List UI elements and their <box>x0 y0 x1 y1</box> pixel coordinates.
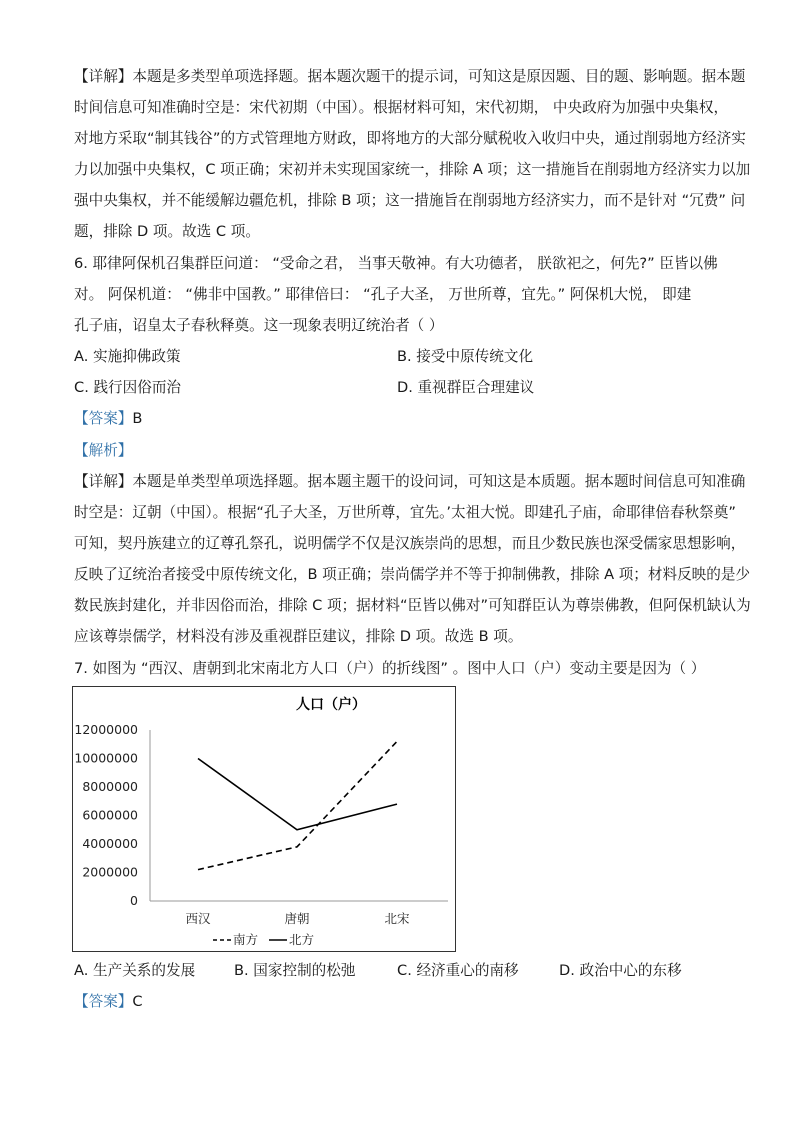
legend-label: 南方 <box>233 932 259 947</box>
y-tick-label: 6000000 <box>82 807 138 823</box>
q6-stem-line: 孔子庙，诏皇太子春秋释奠。这一现象表明辽统治者（ ） <box>74 317 444 334</box>
y-tick-label: 8000000 <box>82 779 138 794</box>
q6-analysis-line: 应该尊崇儒学，材料没有涉及重视群臣建议，排除 D 项。故选 B 项。 <box>74 628 523 645</box>
answer-tag: 【答案】 <box>74 410 133 427</box>
q6-stem-line: 对。 阿保机道： “佛非中国教。” 耶律倍曰： “孔子大圣， 万世所尊，宜先。” 阿保机大悦， 即建 <box>74 286 692 303</box>
q6-analysis-line: 时空是：辽朝（中国）。根据“孔子大圣，万世所尊，宜先。’太祖大悦。即建孔子庙，命耶律倍春秋祭奠” <box>74 504 736 521</box>
q6-analysis-line: 可知，契丹族建立的辽尊孔祭孔，说明儒学不仅是汉族崇尚的思想，而且少数民族也深受儒家思想影响， <box>74 535 746 552</box>
chart-svg <box>73 687 455 951</box>
series-line-north <box>198 759 397 830</box>
q7-stem: 7. 如图为 “西汉、唐朝到北宋南北方人口（户）的折线图” 。图中人口（户）变动主要是因为（ ） <box>74 660 706 677</box>
q6-analysis-line: 【详解】本题是单类型单项选择题。据本题主题干的设问词，可知这是本质题。据本题时间信息可知准确 <box>74 473 746 490</box>
population-chart <box>72 686 456 952</box>
y-tick-label: 10000000 <box>74 750 138 766</box>
q6-answer <box>74 408 142 430</box>
q7-option-b[interactable]: B. 国家控制的松弛 <box>234 962 356 979</box>
q7-answer <box>74 991 143 1013</box>
q5-analysis-line: 【详解】本题是多类型单项选择题。据本题次题干的提示词，可知这是原因题、目的题、影响题。据本题 <box>74 68 746 85</box>
answer-value: B <box>132 410 143 427</box>
chart-legend <box>213 932 314 947</box>
y-tick-label: 12000000 <box>74 722 138 737</box>
q6-analysis-line: 反映了辽统治者接受中原传统文化，B 项正确；崇尚儒学并不等于抑制佛教，排除 A 项；材料反映的是少 <box>74 566 751 583</box>
y-tick-labels <box>74 722 138 908</box>
answer-tag: 【答案】 <box>74 993 133 1010</box>
chart-title: 人口（户） <box>296 697 366 713</box>
q5-analysis-line: 力以加强中央集权，C 项正确；宋初并未实现国家统一，排除 A 项；这一措施旨在削弱地方经济实力以加 <box>74 161 751 178</box>
q6-analysis-tag: 【解析】 <box>74 442 133 459</box>
y-tick-label: 4000000 <box>82 836 138 851</box>
legend-label: 北方 <box>289 932 315 947</box>
x-tick-label: 唐朝 <box>284 911 310 926</box>
x-tick-labels <box>185 911 409 926</box>
y-tick-label: 2000000 <box>82 864 138 880</box>
x-tick-label: 西汉 <box>185 911 211 926</box>
q5-analysis-line: 强中央集权，并不能缓解边疆危机，排除 B 项；这一措施旨在削弱地方经济实力，而不是针对 “冗费” 问 <box>74 192 746 209</box>
q6-stem-line: 6. 耶律阿保机召集群臣问道： “受命之君， 当事天敬神。有大功德者， 朕欲祀之，何先?” 臣皆以佛 <box>74 255 718 272</box>
q7-option-d[interactable]: D. 政治中心的东移 <box>559 962 682 979</box>
y-tick-label: 0 <box>130 893 138 908</box>
q7-option-c[interactable]: C. 经济重心的南移 <box>397 962 519 979</box>
q5-analysis-line: 题，排除 D 项。故选 C 项。 <box>74 223 260 240</box>
q6-option-c[interactable]: C. 践行因俗而治 <box>74 379 182 396</box>
q6-analysis-line: 数民族封建化，并非因俗而治，排除 C 项；据材料“臣皆以佛对”可知群臣认为尊崇佛教，但阿保机缺认为 <box>74 597 751 614</box>
series-lines <box>198 741 397 869</box>
q5-analysis-line: 对地方采取“制其钱谷”的方式管理地方财政，即将地方的大部分赋税收入收归中央，通过削弱地方经济实 <box>74 130 746 147</box>
q5-analysis-line: 时间信息可知准确时空是：宋代初期（中国）。根据材料可知，宋代初期， 中央政府为加强中央集权， <box>74 99 729 116</box>
q7-option-a[interactable]: A. 生产关系的发展 <box>74 962 196 979</box>
q6-option-a[interactable]: A. 实施抑佛政策 <box>74 348 181 365</box>
q6-option-d[interactable]: D. 重视群臣合理建议 <box>397 379 535 396</box>
series-line-south <box>198 741 397 869</box>
answer-value: C <box>132 993 143 1010</box>
x-tick-label: 北宋 <box>384 911 410 926</box>
q6-option-b[interactable]: B. 接受中原传统文化 <box>397 348 534 365</box>
